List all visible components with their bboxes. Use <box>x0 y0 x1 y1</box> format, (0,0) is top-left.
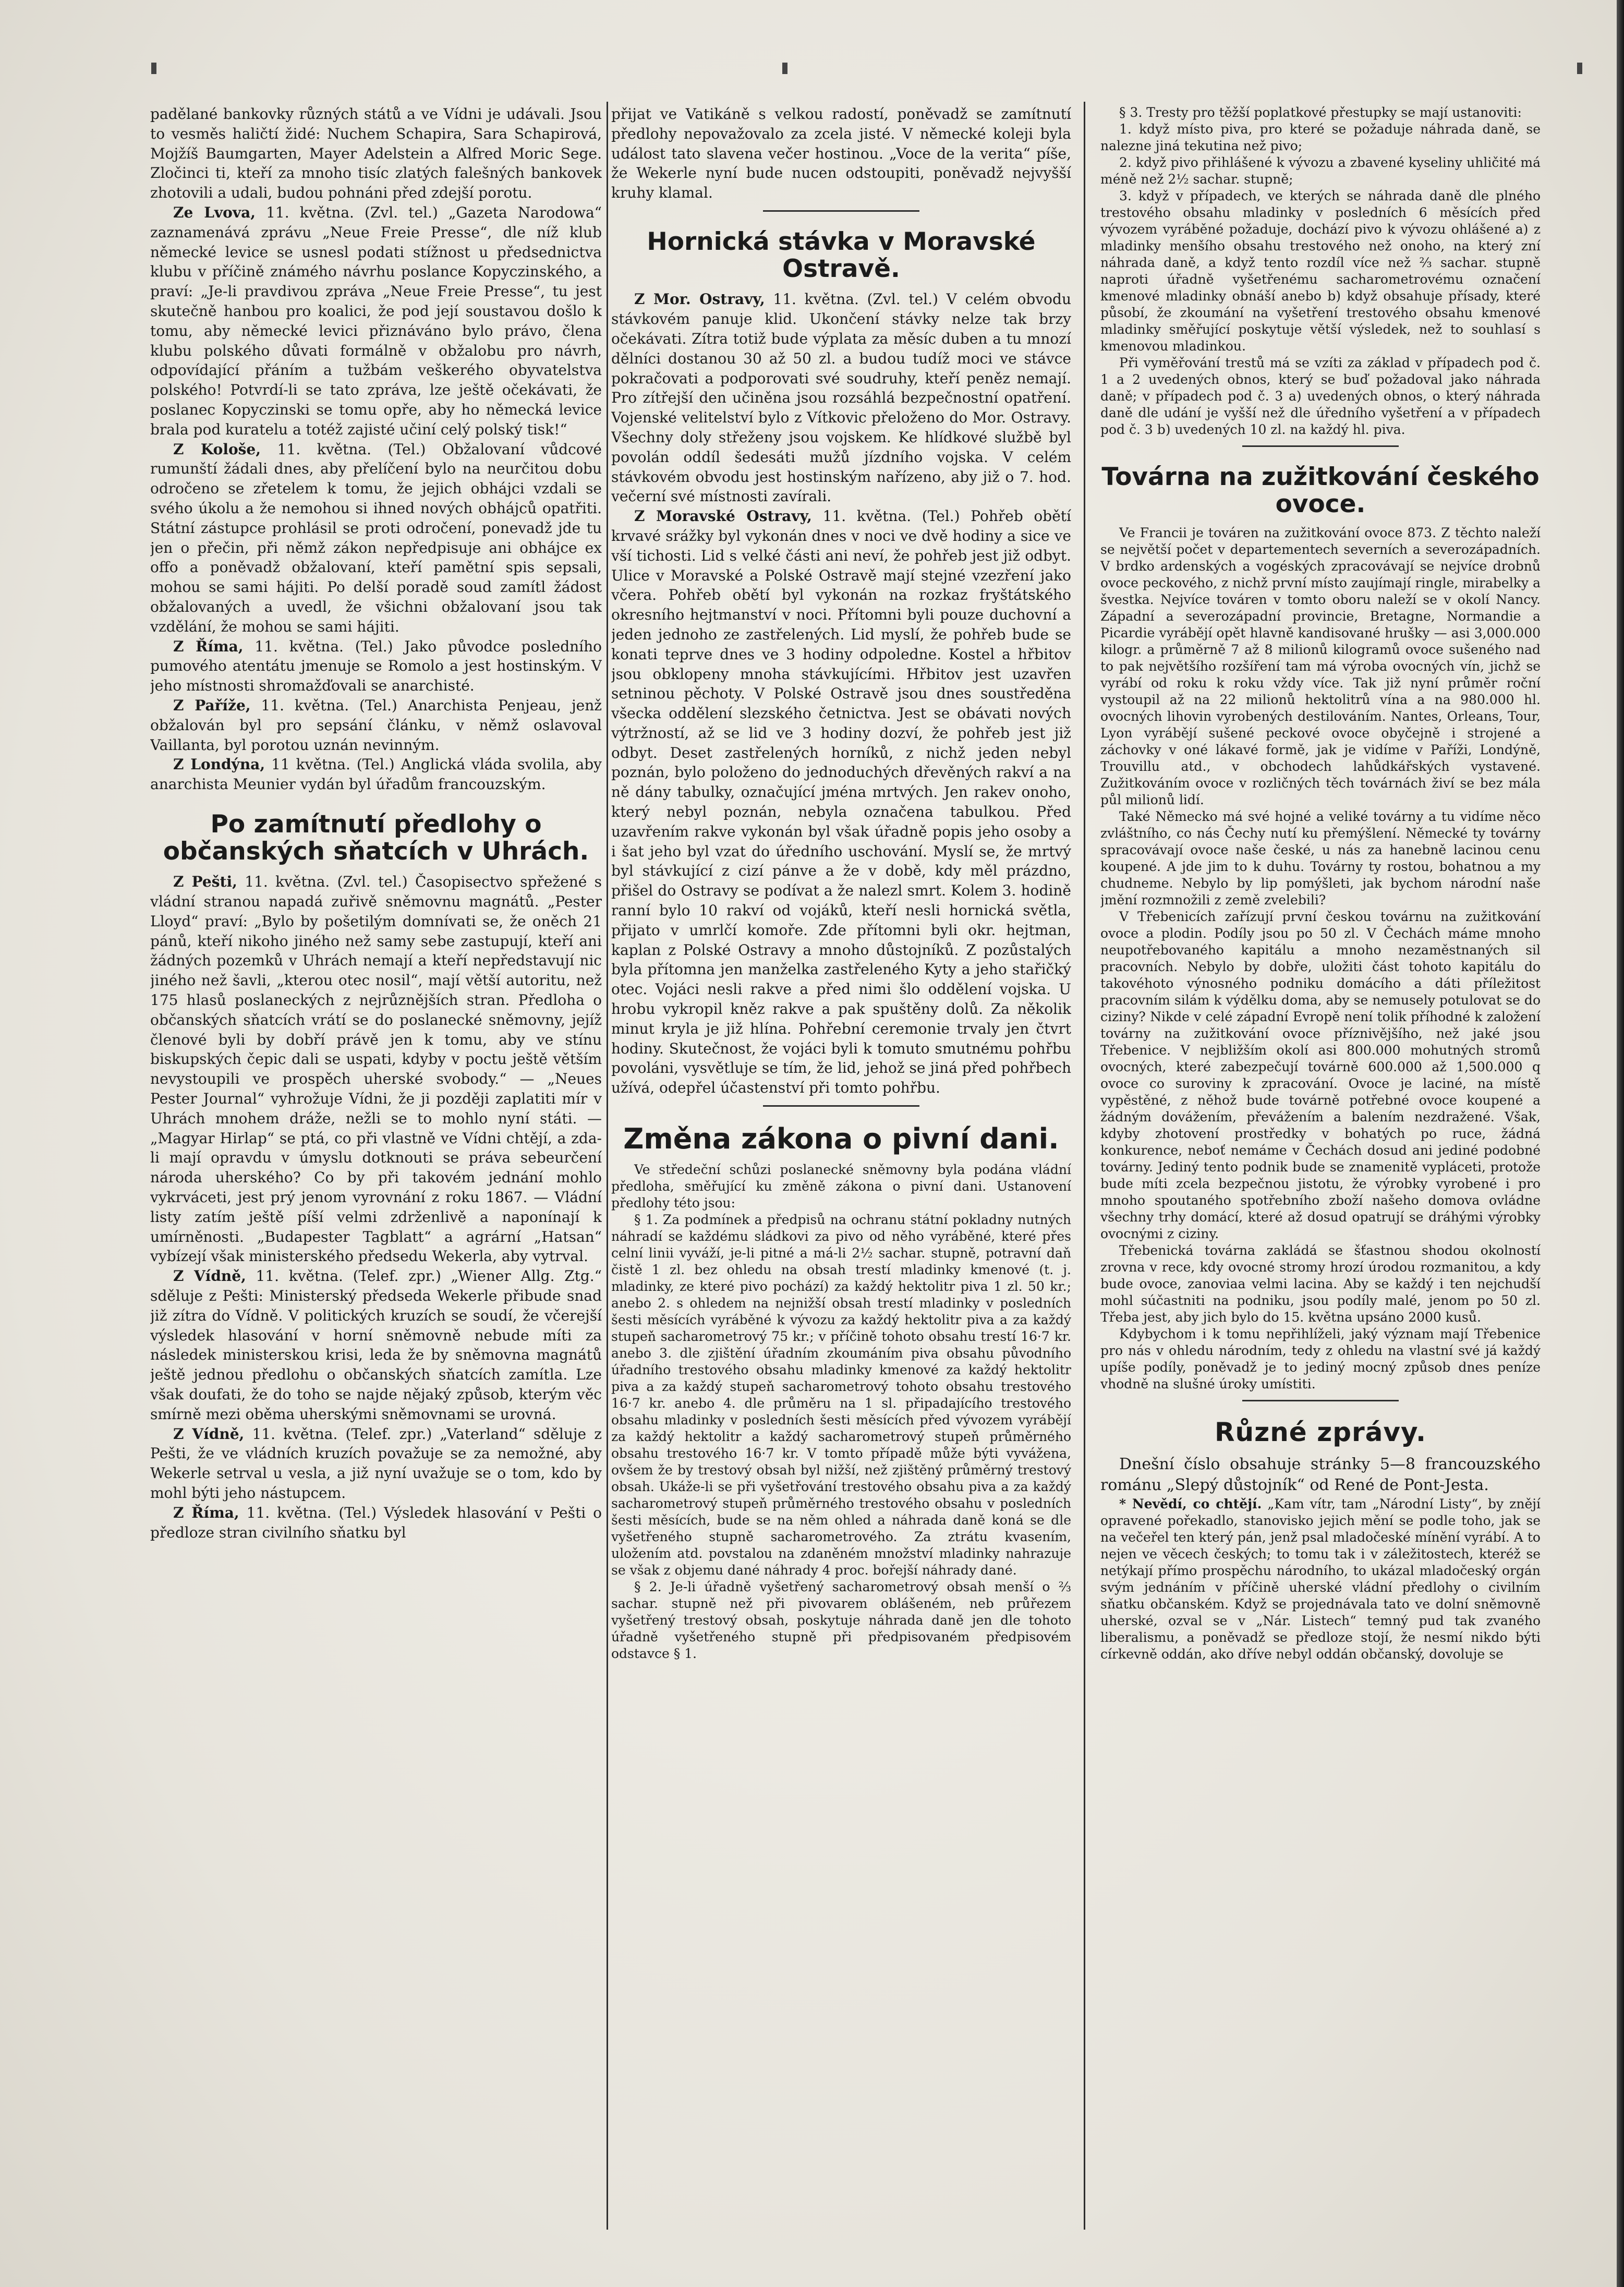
dateline: Z Paříže, <box>173 696 251 714</box>
article-text: Z Moravské Ostravy, 11. května. (Tel.) Pohřeb obětí krvavé srážky byl vykonán dnes v noci ve dvě hodiny a sice ve vší tichosti. Lid s velké části ani neví, že pohřeb jest již odbyt. Ulice v Moravské a Polské Ostravě mají stejné vzezření jako včera. Pohřeb obětí byl vykonán na rozkaz fryštátského okresního hejtmanství v noci. Přítomni byli pouze duchovní a jeden jednoho ze zastřelených. Lid myslí, že pohřeb bude se konati teprve dnes ve 3 hodiny odpoledne. Kostel a hřbitov jsou obklopeny mnoha stávkujícími. Hřbitov jest uzavřen setninou pěchoty. V Polské Ostravě jsou dnes soustředěna všecka oddělení slezského četnictva. Jest se obávati nových výtržností, až se lid ve 3 hodiny dozví, že pohřeb jest již odbyt. Deset zastřelených horníků, z nichž jeden nebyl poznán, bylo položeno do jednoduchých dřevěných rakví a na ně dány tabulky, označující jména mrtvých. Jen rakev onoho, který nebyl poznán, nebyla označena tabulkou. Před uzavřením rakve vykonán byl však úřadně popis jeho osoby a i šat jeho byl vzat do úředního uschování. Myslí se, že mrtvý byl stávkující z cizí pánve a že v době, kdy měl prázdno, přišel do Ostravy se podívat a že nalezl smrt. Kolem 3. hodině ranní bylo 10 rakví od vojáků, kteří nesli hornická světla, přijato v umrlčí komoře. Zde přítomni byli okr. hejtman, kaplan z Polské Ostravy a mnoho důstojníků. Z pozůstalých byla přítomna jen manželka zastřeleného Kyty a jeho stařičký otec. Vojáci nesli rakve a před nimi šlo oddělení vojska. U hrobu vykropil kněz rakve a pak spuštěny dolů. Za několik minut kryla je již hlína. Pohřební ceremonie trvaly jen čtvrt hodiny. Skutečnost, že vojáci byli k tomuto smutnému pohřbu povoláni, vysvětluje se tím, že lid, jehož se jiná před pohřbech užívá, odepřel účastenství při tomto pohřbu. <box>611 507 1071 1097</box>
dateline: Z Pešti, <box>173 873 237 891</box>
divider <box>763 1105 919 1107</box>
dateline: Z Mor. Ostravy, <box>634 291 765 308</box>
dateline: * Nevědí, co chtějí. <box>1119 1496 1262 1512</box>
column-rule <box>607 102 608 2230</box>
article-text: Z Vídně, 11. května. (Telef. zpr.) „Vaterland“ sděluje z Pešti, že ve vládních kruzích považuje se za nemožné, aby Wekerle setrval u vesla, a již nyní uvažuje se o tom, kdo by mohl býti jeho nástupcem. <box>150 1425 602 1502</box>
article-text: Z Pešti, 11. května. (Zvl. tel.) Časopisectvo spřežené s vládní stranou napadá zuřivě sněmovnu magnátů. „Pester Lloyd“ praví: „Bylo by pošetilým domnívati se, že oněch 21 pánů, kteří nikoho jiného než samy sebe zastupují, kteří ani žádných pozemků v Uhrách nemají a kteří nepředstavují nic jiného než šavli, „kterou otec nosil“, mají větší autoritu, než 175 hlasů poslaneckých z nejrůznějších stran. Předloha o občanských sňatcích vrátí se do poslanecké sněmovny, jejíž členové byli by dobří právě jen k tomu, aby ve stínu biskupských čepic dali se uspati, kdyby v poctu ještě větším nevystoupili ve prospěch uherské svobody.“ — „Neues Pester Journal“ vyhrožuje Vídni, že ji později zaplatiti mír v Uhrách mnohem dráže, nežli se to mohlo nyní státi. — „Magyar Hirlap“ se ptá, co při vlastně ve Vídni chtějí, a zda-li mají opravdu v úmyslu dotknouti se práva sebeurčení národa uherského? Co by při takovém jednání mohlo vykrváceti, jest prý jenom vyrovnání z roku 1867. — Vládní listy zatím ještě píší velmi zdrženlivě a naponínají k umírněnosti. „Budapester Tagblatt“ a agrární „Hatsan“ vybízejí však ministerského předsedu Wekerla, aby vytrval. <box>150 873 602 1265</box>
column-2 <box>611 104 1071 2248</box>
article-text: přijat ve Vatikáně s velkou radostí, poněvadž se zamítnutí předlohy nepovažovalo za zcela jisté. V německé koleji byla událost tato slavena večer hostinou. „Voce de la verita“ píše, že Wekerle nyní bude nucen odstoupiti, poněvadž nejvyšší kruhy klamal. <box>611 105 1071 202</box>
scan-mark <box>1577 63 1582 74</box>
scan-edge <box>1617 0 1624 2287</box>
article-text: Třebenická továrna zakládá se šťastnou shodou okolností zrovna v rece, kdy ovocné stromy hrozí úrodou rozmanitou, a kdy bude ovoce, zanoviaa velmi lacina. Aby se každý i ten nejchudší mohl súčastniti na podniku, jsou podíly malé, jenom po 50 zl. Třeba jest, aby jich bylo do 15. května upsáno 2000 kusů. <box>1100 1243 1541 1325</box>
article-text: Z Vídně, 11. května. (Telef. zpr.) „Wiener Allg. Ztg.“ sděluje z Pešti: Ministerský předseda Wekerle přibude snad již zítra do Vídně. V politických kruzích se soudí, že včerejší výsledek hlasování v horní sněmovně nebude míti za následek ministerskou krisi, leda že by sněmovna magnátů ještě jednou předlohu o občanských sňatcích zamítla. Lze však doufati, že do toho se najde nějaký způsob, kterým věc smírně mezi oběma uherskými sněmovnami se urovná. <box>150 1267 602 1423</box>
article-headline: Hornická stávka v Moravské Ostravě. <box>647 227 1036 283</box>
article-text: § 2. Je-li úřadně vyšetřený sacharometrový obsah menší o ⅔ sachar. stupně než při pivovarem oblášeném, neb průřezem vyšetřený trestový obsah, poskytuje náhrada daně jen dle tohoto úřadně vyšetřeného stupně při předpisovaném předpisovém odstavce § 1. <box>611 1579 1071 1662</box>
article-text: Dnešní číslo obsahuje stránky 5—8 francouzského románu „Slepý důstojník“ od René de Pont-Jesta. <box>1100 1455 1541 1495</box>
dateline: Z Říma, <box>173 1504 239 1521</box>
dateline: Z Londýna, <box>173 756 265 773</box>
dateline: Z Vídně, <box>173 1425 245 1443</box>
divider <box>1242 445 1399 447</box>
scan-mark <box>151 63 156 74</box>
dateline: Ze Lvova, <box>173 203 256 221</box>
dateline: Z Vídně, <box>173 1267 246 1285</box>
article-headline: Továrna na zužitkování českého ovoce. <box>1101 463 1540 518</box>
article-text: Ze Lvova, 11. května. (Zvl. tel.) „Gazeta Narodowa“ zaznamenává zprávu „Neue Freie Presse“, dle níž klub německé levice se usnesl podati stížnost u předsednictva klubu v příčině známého návrhu poslance Kopyczinského, a praví: „Je-li pravdivou zpráva „Neue Freie Presse“, tu jest skutečně hanbou pro koalici, že pod její soustavou došlo k tomu, aby německé levici přiznáváno bylo právo, člena klubu polského důvati formálně v obžalobu pro návrh, odpovídající přáním a tužbám veškerého obyvatelstva polského! Potvrdí-li se tato zpráva, lze ještě očekávati, že poslanec Kopyczinski se tomu opře, aby ho německá levice brala pod kuratelu a totéž zajisté učiní celý polský tisk!“ <box>150 203 602 438</box>
scan-mark <box>782 63 787 74</box>
article-text: Při vyměřování trestů má se vzíti za základ v případech pod č. 1 a 2 uvedených obnos, který se buď požadoval jako náhrada daně; v případech pod č. 3 a) uvedených obnos, o který náhrada daně dle udání je vyšší než dle úředního vyšetření a v případech pod č. 3 b) uvedených 10 zl. na každý hl. piva. <box>1100 355 1541 437</box>
divider <box>763 210 919 212</box>
article-text: Také Německo má své hojné a veliké továrny a tu vidíme něco zvláštního, co nás Čechy nutí ku přemýšlení. Německé ty továrny spracovávají ovoce naše české, u nás za hanebně lacinou cenu koupené. A jde jim to k duhu. Továrny ty rostou, bohatnou a my chudneme. Nebylo by lip pomýšleti, jak bychom národní naše jmění rozmnožili z země zvelebili? <box>1100 809 1541 908</box>
article-text: Ve středeční schůzi poslanecké sněmovny byla podána vládní předloha, směřující ku změně zákona o pivní dani. Ustanovení předlohy této jsou: <box>611 1162 1071 1211</box>
article-text: Z Kološe, 11. května. (Tel.) Obžalovaní vůdcové rumunští žádali dnes, aby přelíčení bylo na neurčitou dobu odročeno se zřetelem k tomu, že jejich obhájci vzdali se svého úkolu a že nemohou si ihned nových obhájců opatřiti. Státní zástupce prohlásil se proti odročení, ponevadž jde tu jen o přečin, při němž zákon nepředpisuje ani obhájce ex offo a poněvadž obžalovaní, kteří pamětní spis sepsali, mohou se sami hájiti. Po delší poradě soud zamítl žádost obžalovaných a uvedl, že všichni obžalovaní jsou tak vzdělání, že mohou se sami hájiti. <box>150 440 602 635</box>
dateline: Z Moravské Ostravy, <box>634 507 812 525</box>
dateline: Z Kološe, <box>173 440 261 458</box>
article-text: § 3. Tresty pro těžší poplatkové přestupky se mají ustanoviti: <box>1119 105 1522 120</box>
section-headline: Různé zprávy. <box>1215 1417 1426 1448</box>
article-text: Z Londýna, 11 května. (Tel.) Anglická vláda svolila, aby anarchista Meunier vydán byl úřadům francouzským. <box>150 756 602 793</box>
article-text: Z Paříže, 11. května. (Tel.) Anarchista Penjeau, jenž obžalován byl pro sepsání článku, v němž oslavoval Vaillanta, byl porotou uznán nevinným. <box>150 696 602 754</box>
divider <box>1242 1400 1399 1401</box>
article-text: 2. když pivo přihlášené k vývozu a zbavené kyseliny uhličité má méně než 2½ sachar. stupně; <box>1100 155 1541 187</box>
article-text: Kdybychom i k tomu nepřihlíželi, jaký význam mají Třebenice pro nás v ohledu národním, tedy z ohledu na vlastní své já každý upíše podíly, poněvadž je to jediný mocný způsob dnes peníze vhodně na slušné úroky umístiti. <box>1100 1326 1541 1392</box>
article-text: 1. když místo piva, pro které se požaduje náhrada daně, se nalezne jiná tekutina než pivo; <box>1100 122 1541 153</box>
article-text: V Třebenicích zařízují první českou továrnu na zužitkování ovoce a plodin. Podíly jsou po 50 zl. V Čechách máme mnoho neupotřebovaného kapitálu a mnoho nezaměstnaných sil pracovních. Nebylo by dobře, uložiti část tohoto kapitálu do takovéhoto výnosného podniku domácího a dáti příležitost pracovním silám k výdělku doma, aby se nemusely potulovat se do ciziny? Nikde v celé západní Evropě není tolik příhodné k založení továrny na zužitkování ovoce příznivějšího, než jaké jsou Třebenice. V nejbližším okolí asi 800.000 mohutných stromů ovocných, které zabezpečují továrně 600.000 až 1,500.000 q ovoce co suroviny k zpracování. Ovoce je laciné, na místě vypěstěné, z něhož bude továrně potřebné ovoce koupené a žádným dovážením, převážením a balením nezdražené. Však, kdyby zhotovení prostředky v bohatých po ruce, žádná konkurence, neboť nemáme v Čechách dosud ani jediné podobné továrny. Jediný tento podnik bude se znamenitě vypláceti, protože bude míti zcela bezpečnou jistotu, že výrobky vyrobené i pro mnoho spoutaného spotřebního zboží našeho domova ovládne všechny trhy domácí, které až dosud opatrují se dráhými výrobky ovocnými z ciziny. <box>1100 909 1541 1242</box>
article-headline: Po zamítnutí předlohy o občanských sňatcích v Uhrách. <box>163 809 589 866</box>
article-text: § 1. Za podmínek a předpisů na ochranu státní pokladny nutných náhradí se každému sládkovi za pivo od něho vyráběné, které přes celní linii vyváží, je-li pitné a má-li 2½ sachar. stupně, potravní daň čistě 1 zl. bez ohledu na obsah trestí mladinky kmenové (t. j. mladinky, ze které pivo pochází) za každý hektolitr piva 1 zl. 50 kr.; anebo 2. s ohledem na nejnižší obsah trestí mladinky v posledních šesti měsících vyráběné k vývozu za každý hektolitr piva a za každý stupeň sacharometrový 75 kr.; v příčině tohoto obsahu trestí 16·7 kr. anebo 3. dle zjištění úřadním zkoumáním piva obsahu původního úřadního trestového obsahu mladinky kmenové za každý hektolitr piva a za každý stupeň sacharometrový tohoto obsahu trestového 16·7 kr. anebo 4. dle průměru na 1 sl. připadajícího trestového obsahu mladinky v posledních šesti měsících před vývozem vyrábějí za každý hektolitr a každý sacharometrový stupeň průměrného obsahu trestového 16·7 kr. V tomto případě může býti vyvážena, ovšem že by trestový obsah byl nižší, než zjištěný průměrný trestový obsah. Ukáže-li se při vyšetřování trestového obsahu piva a za každý sacharometrový stupeň průměrného trestového obsahu v posledních šesti měsících, bude se na něm ohled a náhrada daně koná se dle vyšetřeného stupně sacharometrového. Za ztrátu kvasením, uložením atd. povstalou na zdaněném množství mladinky nahrazuje se však z objemu dané náhrady 4 proc. bořejší náhrady dané. <box>611 1212 1071 1578</box>
column-rule <box>1084 102 1085 2230</box>
column-1 <box>150 104 602 2248</box>
article-text: Z Říma, 11. května. (Tel.) Jako původce posledního pumového atentátu jmenuje se Romolo a jest hostinským. V jeho místnosti shromažďovali se anarchisté. <box>150 637 602 695</box>
dateline: Z Říma, <box>173 637 244 655</box>
article-text: Ve Francii je továren na zužitkování ovoce 873. Z těchto naleží se největší počet v departementech severních a severozápadních. V brdko ardenských a vogéských zpracovávají se nejvíce drobnů ovoce peckového, z nichž první místo zaujímají ringle, mirabelky a švestka. Nejvíce továren v tomto oboru naleží se v okolí Nancy. Západní a severozápadní provincie, Bretagne, Normandie a Picardie vyrábějí opět hlavně kandisované hrušky — asi 3,000.000 kilogr. a průměrně 7 až 8 milionů kilogramů ovoce sušeného nad to pak největšího rozšíření tam má výroba ovocných vín, jichž se vyrábí od roku k roku vždy více. Tak již nyní průměr roční vystoupil až na 22 milionů hektolitrů vína a na 980.000 hl. ovocných lihovin vyrobených destilováním. Nantes, Orleans, Tour, Lyon vyrábějí sušené peckové ovoce obyčejně i strojené a záchovky v oné lákavé formě, jak je vidíme v Paříži, Londýně, Trouvillu atd., v obchodech lahůdkářských vystavené. Zužitkováním ovoce v rozličných těch továrnách živí se bez mála půl milionů lidí. <box>1100 525 1541 808</box>
article-text: Z Říma, 11. května. (Tel.) Výsledek hlasování v Pešti o předloze stran civilního sňatku byl <box>150 1504 602 1541</box>
article-text: * Nevědí, co chtějí. „Kam vítr, tam „Národní Listy“, by znějí opravené pořekadlo, stanovisko jejich mění se podle toho, jak se na večeřel ten který pán, jenž psal mladočeské mínění vyrábí. A to nejen ve věcech českých; to tomu tak i v záležitostech, kteréž se netýkají přímo prospěchu národního, to ukázal mladočeský orgán svým jednáním v příčině uherské vládní předlohy o civilním sňatku občanském. Když se projednávala tato ve dolní sněmovně uherské, ozval se v „Nár. Listech“ temný pud tak zvaného liberalismu, a poněvadž se předloze stojí, že nesmí nikdo býti církevně oddán, ako dříve nebyl oddán občanský, dovoluje se <box>1100 1496 1541 1662</box>
article-text: padělané bankovky různých států a ve Vídni je udávali. Jsou to vesměs haličtí židé: Nuchem Schapira, Sara Schapirová, Mojžíš Baumgarten, Mayer Adelstein a Alfred Moric Sege. Zločinci ti, kteří za mnoho tisíc zlatých falešných bankovek zhotovili a udali, budou pohnáni před zdejší porotu. <box>150 105 602 202</box>
article-headline: Změna zákona o pivní dani. <box>623 1122 1059 1156</box>
article-text: Z Mor. Ostravy, 11. května. (Zvl. tel.) V celém obvodu stávkovém panuje klid. Ukončení stávky nelze tak brzy očekávati. Zítra totiž bude výplata za měsíc duben a tu mnozí dělníci dostanou 30 až 50 zl. a budou tudíž moci ve stávce pokračovati a podporovati své soudruhy, kteří peněz nemají. Pro zítřejší den učiněna jsou rozsáhlá bezpečnostní opatření. Vojenské velitelství bylo z Vítkovic přeloženo do Mor. Ostravy. Všechny doly střeženy jsou vojskem. Ke hlídkové službě byl povolán oddíl šedesáti mužů jízdního vojska. V celém stávkovém obvodu jest hostinským nařízeno, aby již o 7. hod. večerní své místnosti zavírali. <box>611 291 1071 505</box>
column-3 <box>1100 104 1541 2248</box>
article-text: 3. když v případech, ve kterých se náhrada daně dle plného trestového obsahu mladinky v posledních 6 měsících před vývozem vyráběné požaduje, dochází pivo k vývozu ohlášené a) z mladinky menšího obsahu trestového než onoho, na který zní náhrada daně, a když tento rozdíl více než ⅔ sachar. stupně naproti úřadně vyšetřenému sacharometrovému označení kmenové mladinky obnáší anebo b) když obsahuje přísady, které působí, že zkoumání na vyšetření trestového obsahu kmenové mladinky směřující poskytuje větší výsledek, než to souhlasí s kmenovou mladinkou. <box>1100 188 1541 354</box>
